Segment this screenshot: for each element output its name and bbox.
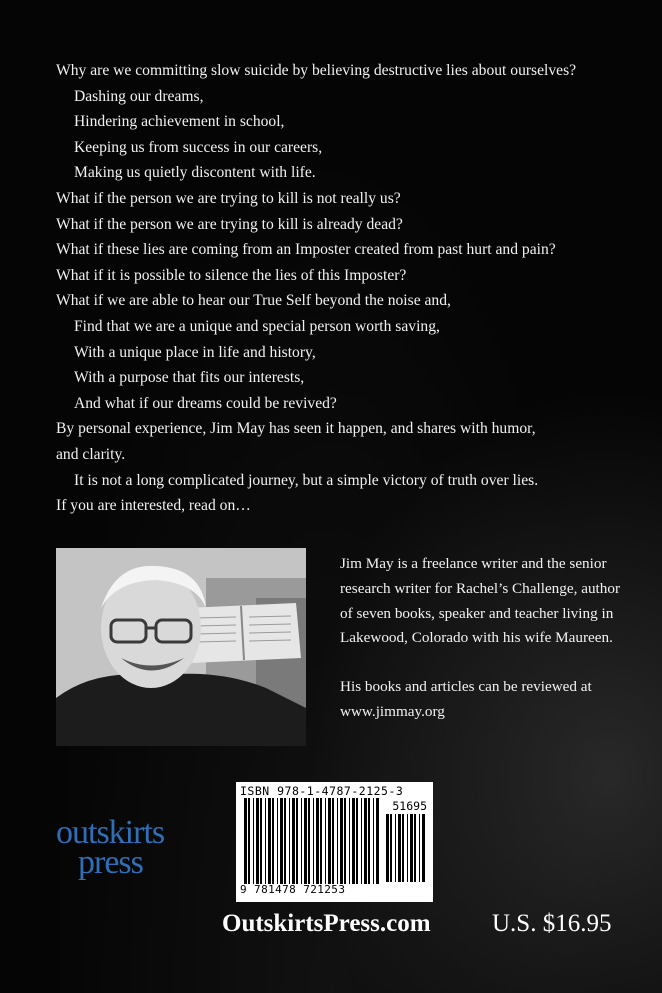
blurb-line: With a unique place in life and history, (74, 343, 316, 361)
logo-word-outskirts: outskirts (56, 814, 165, 851)
blurb-line: If you are interested, read on… (56, 497, 251, 515)
price-label: U.S. $16.95 (492, 910, 612, 937)
ean-barcode-bars (242, 798, 382, 884)
blurb-line: What if the person we are trying to kill is already dead? (56, 215, 403, 233)
back-cover-blurb (56, 58, 626, 519)
blurb-line: With a purpose that fits our interests, (74, 369, 305, 387)
author-website-paragraph: His books and articles can be reviewed at www.jimmay.org (340, 678, 592, 720)
logo-word-press: press (78, 844, 143, 881)
blurb-line: What if it is possible to silence the lies of this Imposter? (56, 266, 407, 284)
author-bio-paragraph: Jim May is a freelance writer and the senior research writer for Rachel’s Challenge, author of seven books, speaker and teacher living in Lakewood, Colorado with his wife Maureen. (340, 555, 621, 647)
blurb-line: Making us quietly discontent with life. (74, 164, 316, 182)
blurb-line: Dashing our dreams, (74, 87, 204, 105)
isbn-digits: 9 781478 721253 (240, 883, 346, 896)
isbn-label: ISBN 978-1-4787-2125-3 (240, 784, 404, 798)
blurb-line: It is not a long complicated journey, but a simple victory of truth over lies. (74, 471, 539, 489)
blurb-line: What if the person we are trying to kill is not really us? (56, 189, 401, 207)
blurb-line: and clarity. (56, 445, 126, 463)
author-bio (340, 552, 630, 725)
isbn-barcode (236, 782, 433, 902)
blurb-line: What if we are able to hear our True Self beyond the noise and, (56, 292, 451, 310)
author-portrait-image (56, 548, 306, 746)
blurb-line: Keeping us from success in our careers, (74, 138, 323, 156)
author-photo (56, 548, 306, 746)
blurb-line: What if these lies are coming from an Imposter created from past hurt and pain? (56, 241, 556, 259)
outskirts-press-logo (56, 814, 165, 881)
price-code: 51695 (392, 799, 427, 813)
blurb-line: By personal experience, Jim May has seen it happen, and shares with humor, (56, 420, 536, 438)
blurb-line: And what if our dreams could be revived? (74, 394, 337, 412)
blurb-line: Find that we are a unique and special person worth saving, (74, 317, 440, 335)
blurb-line: Why are we committing slow suicide by believing destructive lies about ourselves? (56, 62, 577, 79)
price-barcode-bars (384, 814, 426, 882)
publisher-website: OutskirtsPress.com (222, 910, 431, 937)
blurb-line: Hindering achievement in school, (74, 113, 285, 131)
